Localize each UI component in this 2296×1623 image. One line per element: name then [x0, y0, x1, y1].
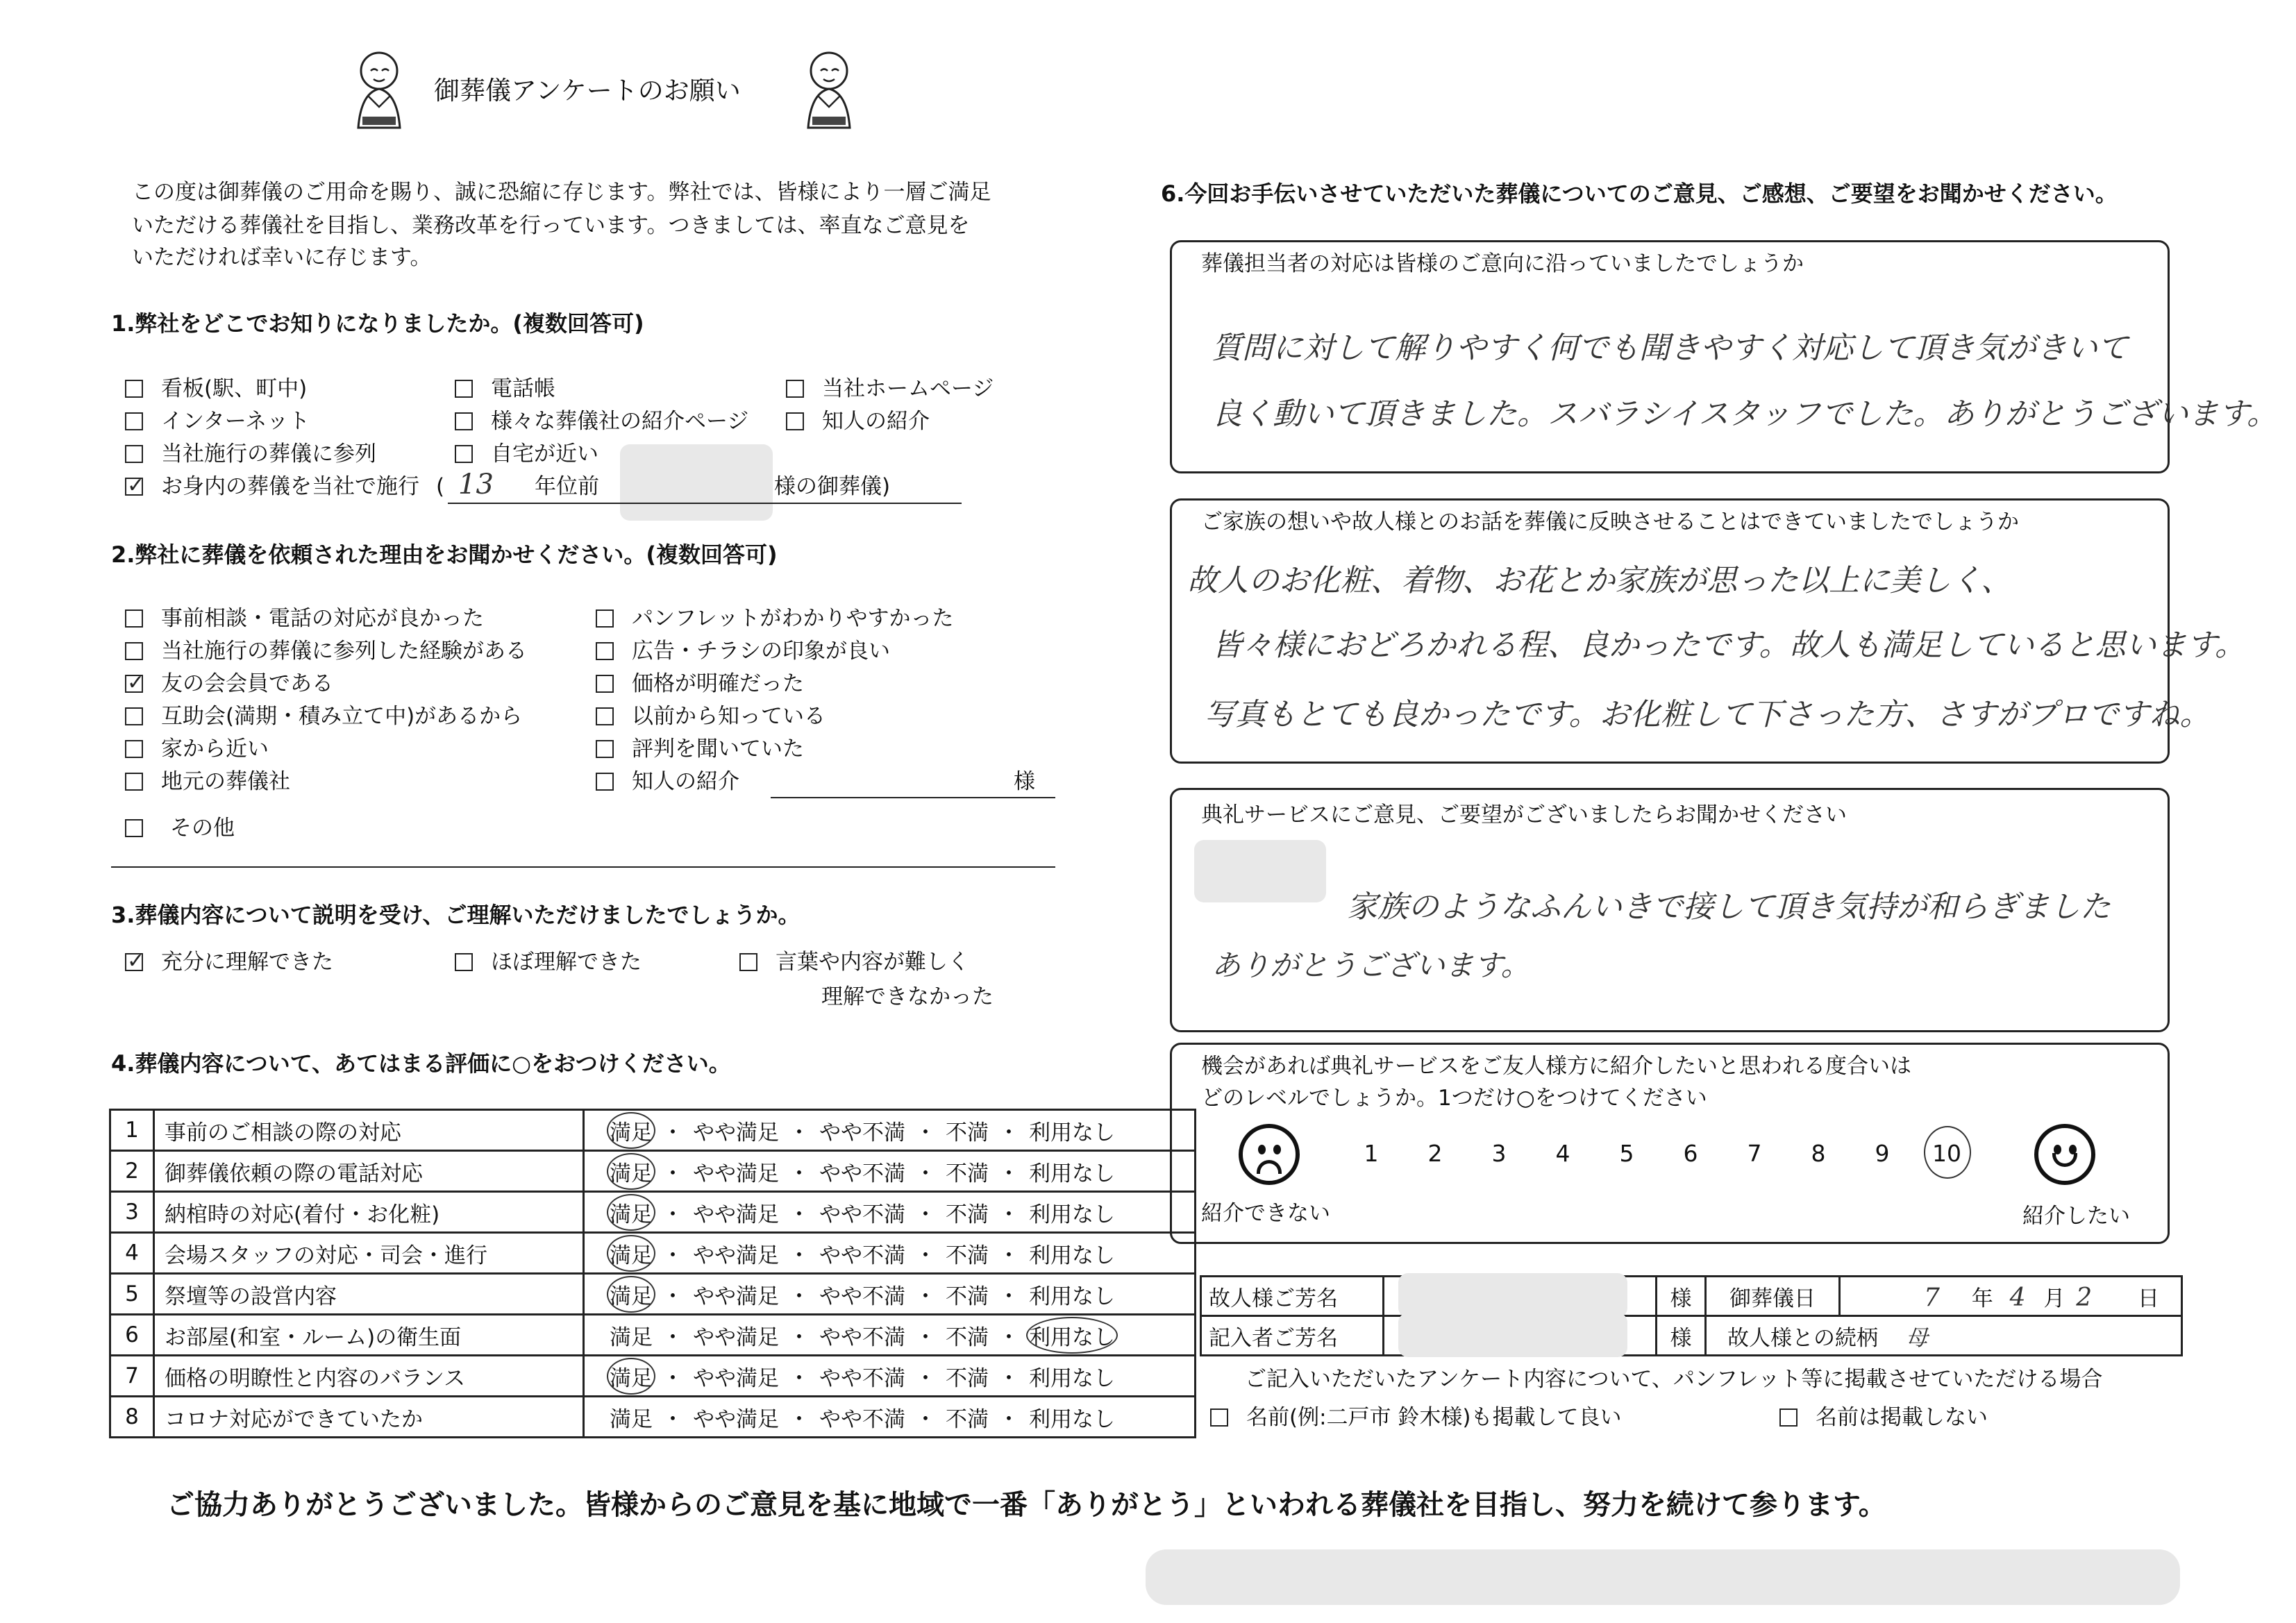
evaluation-row	[110, 1192, 1196, 1233]
option-separator: ・	[662, 1243, 684, 1268]
evaluation-option[interactable]: やや不満	[819, 1161, 905, 1186]
evaluation-option[interactable]: 不満	[946, 1284, 989, 1309]
evaluation-option[interactable]: やや満足	[693, 1365, 779, 1391]
funeral-date-label: 御葬儀日	[1706, 1277, 1840, 1316]
smile-face-icon	[2034, 1124, 2095, 1185]
evaluation-row	[110, 1397, 1196, 1438]
evaluation-option[interactable]: 満足	[610, 1197, 653, 1228]
evaluation-option[interactable]: 不満	[946, 1406, 989, 1432]
evaluation-option[interactable]: やや満足	[693, 1284, 779, 1309]
evaluation-option[interactable]: 利用なし	[1029, 1284, 1115, 1309]
recommend-scale-number[interactable]: 8	[1811, 1140, 1826, 1167]
q1-checkbox[interactable]	[455, 445, 473, 463]
q1-name-suffix: 様の御葬儀)	[774, 474, 891, 499]
recommend-scale-number[interactable]: 7	[1747, 1140, 1762, 1167]
evaluation-row-options	[584, 1356, 1196, 1397]
evaluation-row-item: 価格の明瞭性と内容のバランス	[154, 1356, 584, 1397]
date-day: 2	[2076, 1283, 2093, 1312]
evaluation-row-item: 御葬儀依頼の際の電話対応	[154, 1151, 584, 1192]
comment-answer: 故人のお化粧、着物、お花とか家族が思った以上に美しく、	[1187, 563, 2012, 598]
option-separator: ・	[788, 1120, 810, 1145]
q1-open-paren: (	[436, 474, 445, 499]
q1-years-handwritten: 13	[458, 469, 494, 501]
deceased-name-field[interactable]	[1384, 1277, 1657, 1316]
date-month: 4	[2009, 1283, 2026, 1312]
option-separator: ・	[788, 1161, 810, 1186]
deceased-name-label: 故人様ご芳名	[1201, 1277, 1384, 1316]
q2-checkbox[interactable]	[596, 740, 614, 758]
q1-family-checkbox[interactable]	[125, 478, 143, 496]
q2-other-label: その他	[170, 816, 235, 841]
q3-title: 3.葬儀内容について説明を受け、ご理解いただけましたでしょうか。	[111, 902, 801, 928]
recommend-low-label: 紹介できない	[1201, 1201, 1330, 1226]
q4-title: 4.葬儀内容について、あてはまる評価に○をおつけください。	[111, 1050, 731, 1077]
evaluation-row-number: 8	[110, 1397, 154, 1438]
evaluation-row-options	[584, 1151, 1196, 1192]
q2-checkbox[interactable]	[125, 675, 143, 693]
comment-answer: 家族のようなふんいきで接して頂き気持が和らぎました	[1347, 889, 2111, 925]
option-separator: ・	[662, 1202, 684, 1227]
option-separator: ・	[998, 1120, 1020, 1145]
evaluation-option[interactable]: やや満足	[693, 1120, 779, 1145]
q2-sama: 様	[1014, 769, 1035, 794]
option-separator: ・	[662, 1325, 684, 1350]
evaluation-option[interactable]: やや満足	[693, 1325, 779, 1350]
evaluation-option[interactable]: やや不満	[819, 1120, 905, 1145]
redacted-name	[620, 444, 773, 521]
q1-option-label: 看板(駅、町中)	[161, 376, 308, 401]
date-year-unit: 年	[1971, 1286, 1993, 1311]
q1-family-underline	[448, 503, 962, 504]
q1-checkbox[interactable]	[125, 445, 143, 463]
evaluation-row-number: 3	[110, 1192, 154, 1233]
writer-name-field[interactable]	[1384, 1316, 1657, 1356]
evaluation-row-options	[584, 1274, 1196, 1315]
relation-label: 故人様との続柄	[1727, 1325, 1878, 1351]
evaluation-option[interactable]: 満足	[610, 1115, 653, 1146]
option-separator: ・	[662, 1365, 684, 1391]
option-separator: ・	[914, 1202, 937, 1227]
recommend-scale-number[interactable]: 5	[1619, 1140, 1634, 1167]
evaluation-option[interactable]: 不満	[946, 1325, 989, 1350]
evaluation-row	[110, 1110, 1196, 1151]
option-separator: ・	[914, 1406, 937, 1432]
evaluation-row-number: 4	[110, 1233, 154, 1274]
evaluation-option[interactable]: やや不満	[819, 1202, 905, 1227]
q2-option-label: パンフレットがわかりやすかった	[632, 606, 954, 631]
q1-family-label: お身内の葬儀を当社で施行	[161, 474, 419, 499]
option-separator: ・	[788, 1202, 810, 1227]
writer-name-label: 記入者ご芳名	[1201, 1316, 1384, 1356]
evaluation-option[interactable]: 利用なし	[1029, 1320, 1115, 1351]
q2-option-label: 家から近い	[161, 737, 269, 762]
q1-years-suffix: 年位前	[535, 474, 599, 499]
option-separator: ・	[998, 1202, 1020, 1227]
option-separator: ・	[998, 1325, 1020, 1350]
q2-checkbox[interactable]	[125, 740, 143, 758]
evaluation-option[interactable]: やや満足	[693, 1406, 779, 1432]
recommend-question: 機会があれば典礼サービスをご友人様方に紹介したいと思われる度合いは	[1201, 1054, 1911, 1079]
comment-answer: 良く動いて頂きました。スバラシイスタッフでした。ありがとうございます。	[1212, 396, 2278, 432]
publish-option-label: 名前は掲載しない	[1816, 1405, 1988, 1430]
evaluation-option[interactable]: 不満	[946, 1365, 989, 1391]
evaluation-row	[110, 1151, 1196, 1192]
evaluation-option[interactable]: 利用なし	[1029, 1243, 1115, 1268]
q1-checkbox[interactable]	[786, 412, 804, 430]
option-separator: ・	[998, 1406, 1020, 1432]
q2-option-label: 事前相談・電話の対応が良かった	[161, 606, 484, 631]
q1-option-label: 当社ホームページ	[822, 376, 994, 401]
q1-option-label: 様々な葬儀社の紹介ページ	[491, 409, 749, 434]
evaluation-option[interactable]: 不満	[946, 1202, 989, 1227]
option-separator: ・	[788, 1365, 810, 1391]
evaluation-option[interactable]: 満足	[610, 1279, 653, 1310]
evaluation-option[interactable]: 満足	[610, 1361, 653, 1392]
option-separator: ・	[662, 1161, 684, 1186]
evaluation-row-item: お部屋(和室・ルーム)の衛生面	[154, 1315, 584, 1356]
q2-other-checkbox[interactable]	[125, 819, 143, 837]
deceased-sama: 様	[1657, 1277, 1706, 1316]
relation-field[interactable]	[1706, 1316, 2182, 1356]
evaluation-row-number: 5	[110, 1274, 154, 1315]
evaluation-option[interactable]: やや満足	[693, 1161, 779, 1186]
option-separator: ・	[788, 1325, 810, 1350]
option-separator: ・	[788, 1284, 810, 1309]
evaluation-option[interactable]: 不満	[946, 1161, 989, 1186]
recommend-scale-number[interactable]: 3	[1491, 1140, 1507, 1167]
option-separator: ・	[998, 1161, 1020, 1186]
comment-prompt: ご家族の想いや故人様とのお話を葬儀に反映させることはできていましたでしょうか	[1201, 510, 2019, 535]
evaluation-row-number: 2	[110, 1151, 154, 1192]
q2-option-label: 友の会会員である	[161, 671, 333, 696]
q2-checkbox[interactable]	[596, 675, 614, 693]
monk-icon	[347, 47, 411, 131]
evaluation-row-options	[584, 1110, 1196, 1151]
comment-prompt: 典礼サービスにご意見、ご要望がございましたらお聞かせください	[1201, 802, 1847, 827]
evaluation-row	[110, 1356, 1196, 1397]
monk-icon	[797, 47, 861, 131]
evaluation-option[interactable]: 満足	[610, 1156, 653, 1187]
option-separator: ・	[914, 1161, 937, 1186]
q1-checkbox[interactable]	[455, 412, 473, 430]
evaluation-row	[110, 1233, 1196, 1274]
option-separator: ・	[998, 1243, 1020, 1268]
q2-checkbox[interactable]	[125, 642, 143, 660]
q1-checkbox[interactable]	[125, 380, 143, 398]
writer-sama: 様	[1657, 1316, 1706, 1356]
option-separator: ・	[914, 1325, 937, 1350]
evaluation-option[interactable]: やや不満	[819, 1406, 905, 1432]
q2-other-underline	[111, 866, 1055, 868]
q2-checkbox[interactable]	[596, 707, 614, 725]
evaluation-row-item: 納棺時の対応(着付・お化粧)	[154, 1192, 584, 1233]
recommend-scale-number[interactable]: 4	[1555, 1140, 1570, 1167]
q1-checkbox[interactable]	[455, 380, 473, 398]
footer-message: ご協力ありがとうございました。皆様からのご意見を基に地域で一番「ありがとう」といわれる葬儀社を目指し、努力を続けて参ります。	[167, 1489, 1886, 1521]
q2-option-label: 知人の紹介	[632, 769, 739, 794]
q2-checkbox[interactable]	[125, 609, 143, 628]
q2-option-label: 広告・チラシの印象が良い	[632, 639, 890, 664]
q1-option-label: 当社施行の葬儀に参列	[161, 442, 376, 466]
evaluation-option[interactable]: 利用なし	[1029, 1365, 1115, 1391]
q2-option-label: 価格が明確だった	[632, 671, 804, 696]
intro-line: いただける葬儀社を目指し、業務改革を行っています。つきましては、率直なご意見を	[132, 213, 970, 238]
evaluation-row	[110, 1315, 1196, 1356]
evaluation-option[interactable]: 利用なし	[1029, 1406, 1115, 1432]
evaluation-option[interactable]: 利用なし	[1029, 1120, 1115, 1145]
option-separator: ・	[914, 1243, 937, 1268]
evaluation-row-item: コロナ対応ができていたか	[154, 1397, 584, 1438]
date-year: 7	[1924, 1283, 1940, 1312]
redacted-address	[1146, 1549, 2180, 1605]
q3-checkbox[interactable]	[739, 953, 757, 971]
q2-checkbox[interactable]	[125, 773, 143, 791]
evaluation-row	[110, 1274, 1196, 1315]
q3-option-label: 言葉や内容が難しく	[776, 950, 969, 975]
evaluation-option[interactable]: やや不満	[819, 1325, 905, 1350]
recommend-high-label: 紹介したい	[2022, 1204, 2130, 1229]
evaluation-row-item: 事前のご相談の際の対応	[154, 1110, 584, 1151]
redacted-name	[1194, 840, 1326, 902]
q1-option-label: 電話帳	[491, 376, 555, 401]
page-title: 御葬儀アンケートのお願い	[434, 76, 741, 106]
q2-option-label: 評判を聞いていた	[632, 737, 804, 762]
evaluation-row-number: 6	[110, 1315, 154, 1356]
publish-question: ご記入いただいたアンケート内容について、パンフレット等に掲載させていただける場合	[1245, 1367, 2103, 1392]
funeral-date-field[interactable]	[1840, 1277, 2182, 1316]
recommend-scale-number[interactable]: 2	[1427, 1140, 1443, 1167]
option-separator: ・	[914, 1365, 937, 1391]
evaluation-option[interactable]: やや不満	[819, 1365, 905, 1391]
q1-option-label: インターネット	[161, 409, 310, 434]
q2-option-label: 当社施行の葬儀に参列した経験がある	[161, 639, 527, 664]
q3-checkbox[interactable]	[125, 953, 143, 971]
q3-checkbox[interactable]	[455, 953, 473, 971]
option-separator: ・	[788, 1243, 810, 1268]
comment-answer: 皆々様におどろかれる程、良かったです。故人も満足していると思います。	[1212, 628, 2245, 663]
intro-line: いただければ幸いに存じます。	[132, 245, 432, 270]
evaluation-option[interactable]: やや不満	[819, 1284, 905, 1309]
q3-option-label-line2: 理解できなかった	[821, 984, 994, 1009]
evaluation-row-options	[584, 1192, 1196, 1233]
q1-option-label: 知人の紹介	[822, 409, 930, 434]
q1-checkbox[interactable]	[125, 412, 143, 430]
evaluation-row-number: 1	[110, 1110, 154, 1151]
q2-option-label: 以前から知っている	[632, 704, 826, 729]
recommend-scale-number[interactable]: 6	[1683, 1140, 1698, 1167]
q2-checkbox[interactable]	[596, 642, 614, 660]
q6-title: 6.今回お手伝いさせていただいた葬儀についてのご意見、ご感想、ご要望をお聞かせください。	[1161, 180, 2118, 207]
redacted-name	[1398, 1273, 1627, 1318]
option-separator: ・	[662, 1284, 684, 1309]
evaluation-row-options	[584, 1397, 1196, 1438]
evaluation-option[interactable]: 利用なし	[1029, 1202, 1115, 1227]
info-table	[1200, 1275, 2183, 1356]
relation-value: 母	[1905, 1324, 1928, 1351]
evaluation-row-options	[584, 1233, 1196, 1274]
q1-title: 1.弊社をどこでお知りになりましたか。(複数回答可)	[111, 310, 644, 337]
q2-option-label: 互助会(満期・積み立て中)があるから	[161, 704, 523, 729]
option-separator: ・	[914, 1284, 937, 1309]
comment-prompt: 葬儀担当者の対応は皆様のご意向に沿っていましたでしょうか	[1201, 251, 1804, 276]
q2-referrer-underline	[771, 797, 1055, 798]
q3-option-label: 充分に理解できた	[161, 950, 333, 975]
recommend-question: どのレベルでしょうか。1つだけ○をつけてください	[1201, 1086, 1707, 1111]
recommend-scale-number[interactable]: 10	[1932, 1140, 1961, 1167]
comment-answer: ありがとうございます。	[1212, 948, 1530, 982]
q2-checkbox[interactable]	[125, 707, 143, 725]
evaluation-row-options	[584, 1315, 1196, 1356]
option-separator: ・	[662, 1406, 684, 1432]
evaluation-option[interactable]: 満足	[610, 1406, 653, 1432]
evaluation-option[interactable]: 満足	[610, 1325, 653, 1350]
publish-option-label: 名前(例:二戸市 鈴木様)も掲載して良い	[1246, 1405, 1622, 1430]
publish-checkbox-name-ok[interactable]	[1210, 1408, 1228, 1427]
q2-checkbox[interactable]	[596, 773, 614, 791]
evaluation-table	[109, 1109, 1196, 1438]
evaluation-option[interactable]: やや不満	[819, 1243, 905, 1268]
q2-option-label: 地元の葬儀社	[161, 769, 290, 794]
sad-face-icon	[1239, 1124, 1300, 1185]
date-day-unit: 日	[2138, 1286, 2160, 1311]
q1-checkbox[interactable]	[786, 380, 804, 398]
recommend-scale-number[interactable]: 1	[1364, 1140, 1379, 1167]
evaluation-option[interactable]: 満足	[610, 1238, 653, 1269]
evaluation-option[interactable]: やや満足	[693, 1243, 779, 1268]
redacted-name	[1398, 1313, 1627, 1357]
comment-answer: 質問に対して解りやすく何でも聞きやすく対応して頂き気がきいて	[1212, 330, 2128, 366]
intro-line: この度は御葬儀のご用命を賜り、誠に恐縮に存じます。弊社では、皆様により一層ご満足	[132, 180, 991, 205]
comment-answer: 写真もとても良かったです。お化粧して下さった方、さすがプロですね。	[1205, 697, 2211, 732]
option-separator: ・	[914, 1120, 937, 1145]
evaluation-option[interactable]: 不満	[946, 1120, 989, 1145]
date-month-unit: 月	[2043, 1286, 2065, 1311]
evaluation-row-item: 会場スタッフの対応・司会・進行	[154, 1233, 584, 1274]
evaluation-option[interactable]: 不満	[946, 1243, 989, 1268]
evaluation-option[interactable]: 利用なし	[1029, 1161, 1115, 1186]
evaluation-option[interactable]: やや満足	[693, 1202, 779, 1227]
q3-option-label: ほぼ理解できた	[491, 950, 642, 975]
q2-checkbox[interactable]	[596, 609, 614, 628]
q2-title: 2.弊社に葬儀を依頼された理由をお聞かせください。(複数回答可)	[111, 541, 778, 568]
option-separator: ・	[662, 1120, 684, 1145]
option-separator: ・	[998, 1365, 1020, 1391]
recommend-scale-number[interactable]: 9	[1875, 1140, 1890, 1167]
evaluation-row-number: 7	[110, 1356, 154, 1397]
q1-option-label: 自宅が近い	[491, 442, 598, 466]
option-separator: ・	[998, 1284, 1020, 1309]
option-separator: ・	[788, 1406, 810, 1432]
publish-checkbox-name-hidden[interactable]	[1779, 1408, 1798, 1427]
evaluation-row-item: 祭壇等の設営内容	[154, 1274, 584, 1315]
